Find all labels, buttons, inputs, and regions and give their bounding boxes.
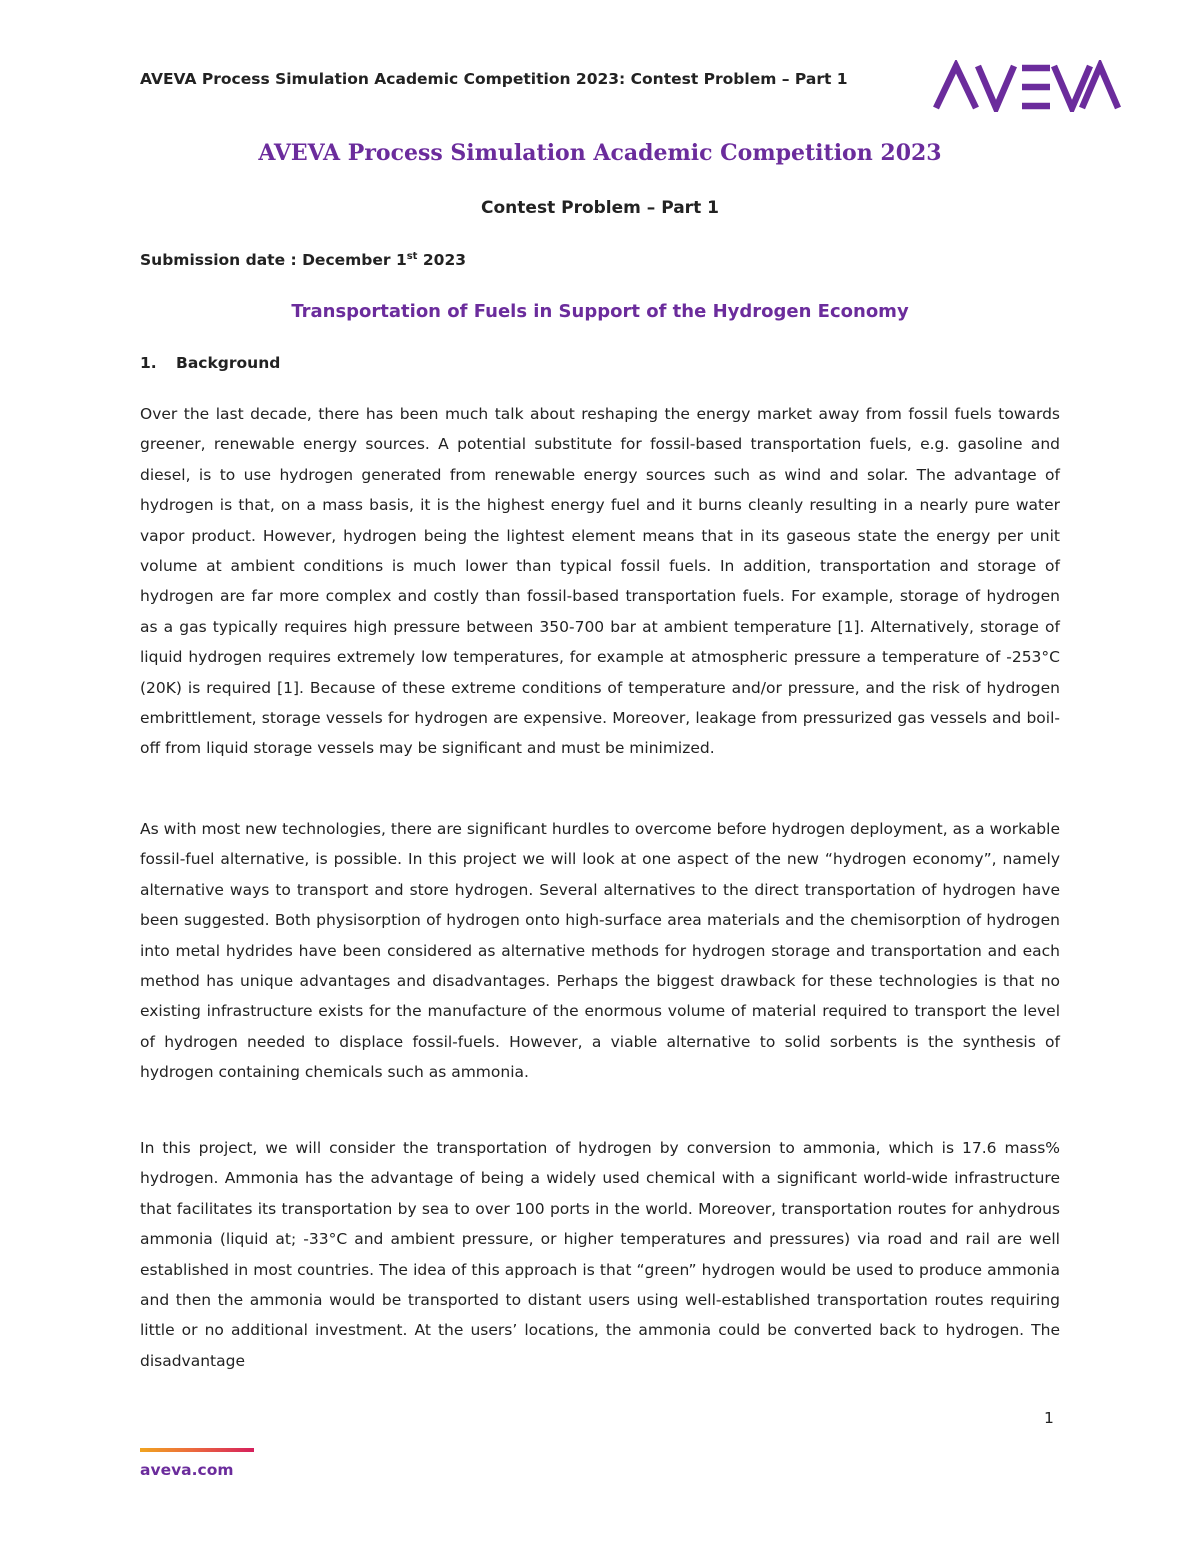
- submission-date-label: Submission date : December 1: [140, 251, 407, 270]
- submission-date-year: 2023: [422, 251, 467, 270]
- paragraph: In this project, we will consider the transportation of hydrogen by conversion to ammonia, which is 17.6 mass% hydrogen. Ammonia has the advantage of being a widely used chemical with a significant world-wide infrastructure that facilitates its transportation by sea to over 100 ports in the world. Moreover, transportation routes for anhydrous ammonia (liquid at; -33°C and ambient pressure, or higher temperatures and pressures) via road and rail are well established in most countries. The idea of this approach is that “green” hydrogen would be used to produce ammonia and then the ammonia would be transported to distant users using well-established transportation routes requiring little or no additional investment. At the users’ locations, the ammonia could be converted back to hydrogen. The disadvantage: [140, 1139, 1060, 1370]
- running-header: AVEVA Process Simulation Academic Competition 2023: Contest Problem – Part 1: [140, 70, 848, 88]
- section-heading: [140, 354, 280, 372]
- aveva-logo: [932, 60, 1122, 112]
- topic-title: Transportation of Fuels in Support of the Hydrogen Economy: [291, 301, 909, 322]
- paragraph: Over the last decade, there has been much talk about reshaping the energy market away from fossil fuels towards greener, renewable energy sources. A potential substitute for fossil-based transportation fuels, e.g. gasoline and diesel, is to use hydrogen generated from renewable energy sources such as wind and solar. The advantage of hydrogen is that, on a mass basis, it is the highest energy fuel and it burns cleanly resulting in a nearly pure water vapor product. However, hydrogen being the lightest element means that in its gaseous state the energy per unit volume at ambient conditions is much lower than typical fossil fuels. In addition, transportation and storage of hydrogen are far more complex and costly than fossil-based transportation fuels. For example, storage of hydrogen as a gas typically requires high pressure between 350-700 bar at ambient temperature [1]. Alternatively, storage of liquid hydrogen requires extremely low temperatures, for example at atmospheric pressure a temperature of -253°C (20K) is required [1]. Because of these extreme conditions of temperature and/or pressure, and the risk of hydrogen embrittlement, storage vessels for hydrogen are expensive. Moreover, leakage from pressurized gas vessels and boil-off from liquid storage vessels may be significant and must be minimized.: [140, 405, 1060, 758]
- paragraph: As with most new technologies, there are significant hurdles to overcome before hydrogen deployment, as a workable fossil-fuel alternative, is possible. In this project we will look at one aspect of the new “hydrogen economy”, namely alternative ways to transport and store hydrogen. Several alternatives to the direct transportation of hydrogen have been suggested. Both physisorption of hydrogen onto high-surface area materials and the chemisorption of hydrogen into metal hydrides have been considered as alternative methods for hydrogen storage and transportation and each method has unique advantages and disadvantages. Perhaps the biggest drawback for these technologies is that no existing infrastructure exists for the manufacture of the enormous volume of material required to transport the level of hydrogen needed to displace fossil-fuels. However, a viable alternative to solid sorbents is the synthesis of hydrogen containing chemicals such as ammonia.: [140, 820, 1060, 1082]
- footer-accent-bar: [140, 1448, 254, 1452]
- section-title: Background: [176, 354, 281, 372]
- section-number: 1.: [140, 354, 157, 372]
- document-title: AVEVA Process Simulation Academic Competition 2023: [258, 140, 942, 166]
- footer-url-link[interactable]: aveva.com: [140, 1461, 234, 1479]
- page-number: 1: [1044, 1409, 1054, 1427]
- submission-date-superscript: st: [406, 251, 418, 262]
- document-subtitle: Contest Problem – Part 1: [481, 198, 719, 218]
- submission-date: [140, 251, 466, 269]
